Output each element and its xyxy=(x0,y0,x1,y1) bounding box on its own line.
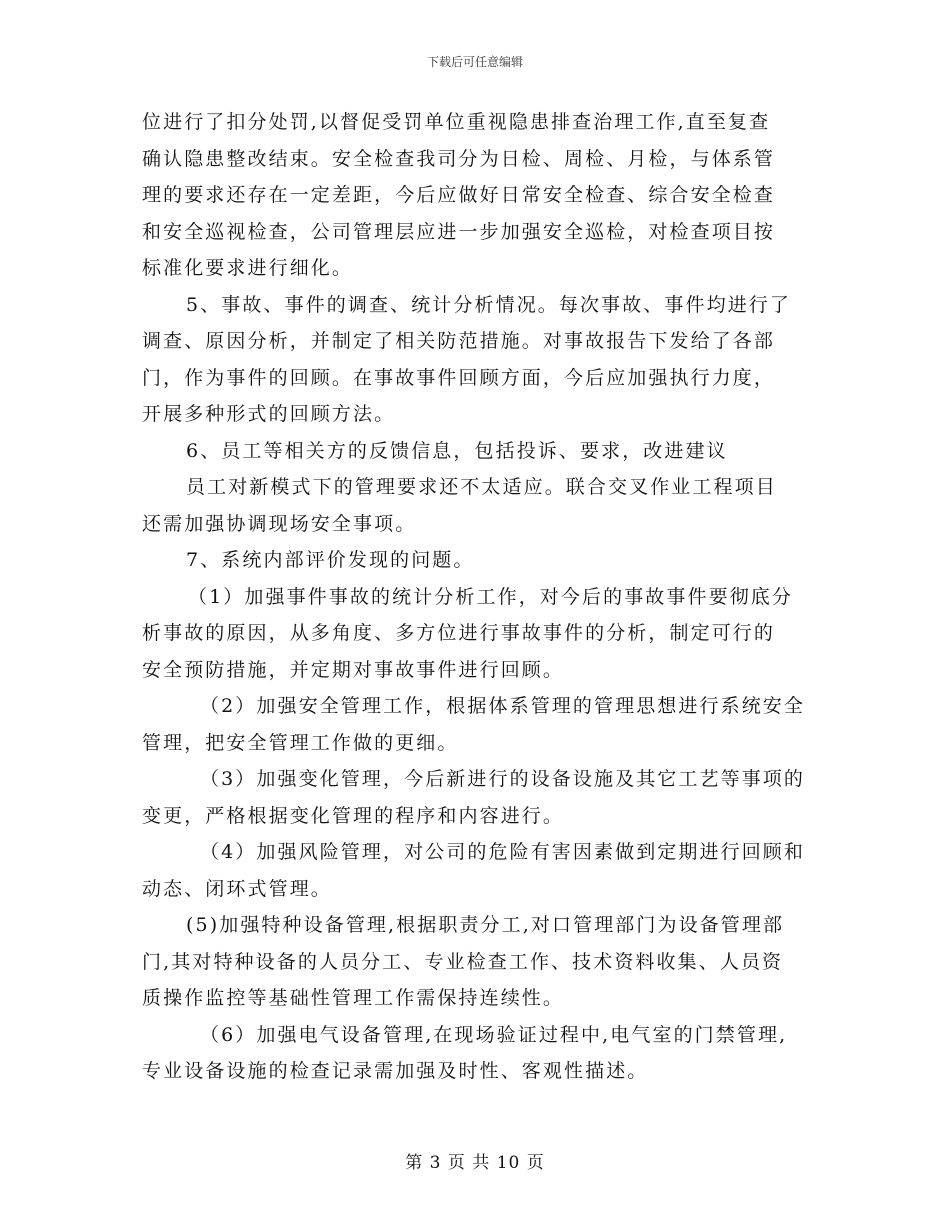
section-7-heading: 7、系统内部评价发现的问题。 xyxy=(186,549,475,571)
body-line: 开展多种形式的回顾方法。 xyxy=(142,403,396,425)
body-line: 确认隐患整改结束。安全检查我司分为日检、周检、月检，与体系管 xyxy=(142,147,776,170)
body-line: 变更，严格根据变化管理的程序和内容进行。 xyxy=(142,804,565,827)
section-6-heading: 6、员工等相关方的反馈信息，包括投诉、要求，改进建议 xyxy=(186,439,728,462)
item-5: (5)加强特种设备管理,根据职责分工,对口管理部门为设备管理部 xyxy=(186,914,785,936)
item-6: （6）加强电气设备管理,在现场验证过程中,电气室的门禁管理, xyxy=(200,1023,788,1046)
body-line: 专业设备设施的检查记录需加强及时性、客观性描述。 xyxy=(142,1060,649,1082)
body-line: 位进行了扣分处罚,以督促受罚单位重视隐患排查治理工作,直至复查 xyxy=(142,111,771,133)
item-2: （2）加强安全管理工作，根据体系管理的管理思想进行系统安全 xyxy=(200,695,805,717)
body-line: 门，作为事件的回顾。在事故事件回顾方面，今后应加强执行力度， xyxy=(142,366,776,389)
body-line: 还需加强协调现场安全事项。 xyxy=(142,512,417,535)
body-line: 安全预防措施，并定期对事故事件进行回顾。 xyxy=(142,658,565,681)
body-line: 员工对新模式下的管理要求还不太适应。联合交叉作业工程项目 xyxy=(186,476,777,498)
body-line: 门,其对特种设备的人员分工、专业检查工作、技术资料收集、人员资 xyxy=(142,950,784,973)
item-1: （1）加强事件事故的统计分析工作，对今后的事故事件要彻底分 xyxy=(188,585,793,608)
body-line: 理的要求还存在一定差距，今后应做好日常安全检查、综合安全检查 xyxy=(142,184,776,206)
body-line: 标准化要求进行细化。 xyxy=(142,257,354,279)
body-line: 调查、原因分析，并制定了相关防范措施。对事故报告下发给了各部 xyxy=(142,330,776,352)
item-3: （3）加强变化管理，今后新进行的设备设施及其它工艺等事项的 xyxy=(200,768,805,790)
page-number-footer: 第 3 页 共 10 页 xyxy=(405,1153,545,1173)
body-line: 和安全巡视检查，公司管理层应进一步加强安全巡检，对检查项目按 xyxy=(142,220,776,243)
section-5-heading: 5、事故、事件的调查、统计分析情况。每次事故、事件均进行了 xyxy=(186,293,791,316)
body-line: 管理，把安全管理工作做的更细。 xyxy=(142,731,459,754)
document-body xyxy=(142,104,808,1090)
body-line: 析事故的原因，从多角度、多方位进行事故事件的分析，制定可行的 xyxy=(142,622,776,644)
item-4: （4）加强风险管理，对公司的危险有害因素做到定期进行回顾和 xyxy=(200,841,805,863)
page-header: 下载后可任意编辑 xyxy=(426,55,523,69)
body-line: 动态、闭环式管理。 xyxy=(142,877,332,900)
body-line: 质操作监控等基础性管理工作需保持连续性。 xyxy=(142,987,565,1009)
